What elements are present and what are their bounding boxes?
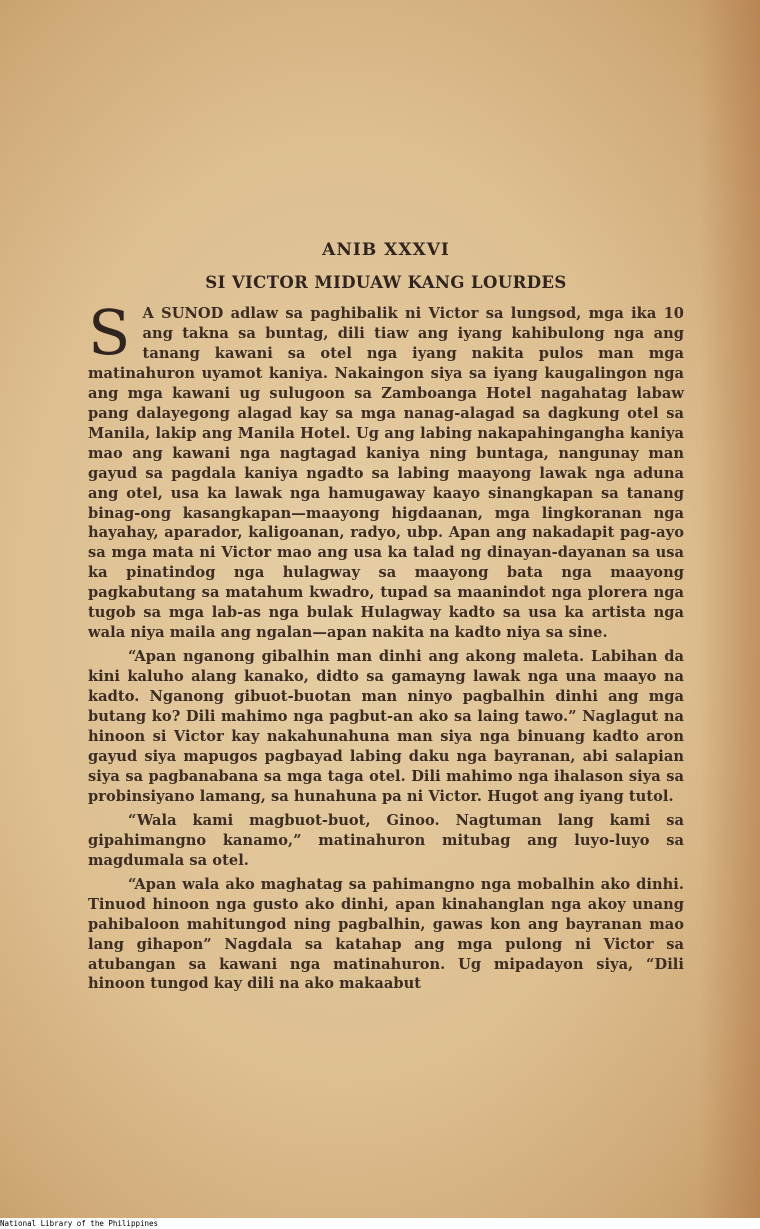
library-credit: National Library of the Philippines bbox=[0, 1219, 159, 1228]
page-text bbox=[88, 236, 684, 994]
paragraph-2: “Apan nganong gibalhin man dinhi ang akong maleta. Labihan da kini kaluho alang kanako, didto sa gamayng lawak nga una maayo na kadto. Nganong gibuot-buotan man ninyo pagbalhin dinhi ang mga butang ko? Dili mahimo nga pagbut-an ako sa laing tawo.” Naglagut na hinoon si Victor kay nakahunahuna man siya nga binuang kadto aron gayud siya mapugos pagbayad labing daku nga bayranan, abi salapian siya sa pagbanabana sa mga taga otel. Dili mahimo nga ihalason siya sa probinsiyano lamang, sa hunahuna pa ni Victor. Hugot ang iyang tutol. bbox=[88, 648, 684, 805]
paragraph-1 bbox=[88, 296, 684, 643]
drop-cap: S bbox=[88, 296, 131, 369]
paragraph-4: “Apan wala ako maghatag sa pahimangno nga mobalhin ako dinhi. Tinuod hinoon nga gusto ako dinhi, apan kinahanglan nga akoy unang pahibaloon mahitungod ning pagbalhin, gawas kon ang bayranan mao lang gihapon” Nagdala sa katahap ang mga pulong ni Victor sa atubangan sa kawani nga matinahuron. Ug mipadayon siya, “Dili hinoon tungod kay dili na ako makaabut bbox=[88, 875, 684, 993]
chapter-number: ANIB XXXVI bbox=[322, 240, 450, 260]
paragraph-3: “Wala kami magbuot-buot, Ginoo. Nagtuman lang kami sa gipahimangno kanamo,” matinahuron mitubag ang luyo-luyo sa magdumala sa otel. bbox=[88, 811, 684, 869]
paragraph-1-text: A SUNOD adlaw sa paghibalik ni Victor sa lungsod, mga ika 10 ang takna sa buntag, dili tiaw ang iyang kahibulong nga ang tanang kawani sa otel nga iyang nakita pulos man mga matinahuron uyamot kaniya. Nakaingon siya sa iyang kaugalingon nga ang mga kawani ug sulugoon sa Zamboanga Hotel nagahatag labaw pang dalayegong alagad kay sa mga nanag-alagad sa dagkung otel sa Manila, lakip ang Manila Hotel. Ug ang labing nakapahingangha kaniya mao ang kawani nga nagtagad kaniya ning buntaga, nangunay man gayud sa pagdala kaniya ngadto sa labing maayong lawak nga aduna ang otel, usa ka lawak nga hamugaway kaayo sinangkapan sa tanang binag-ong kasangkapan—maayong higdaanan, mga lingkoranan nga hayahay, aparador, kaligoanan, radyo, ubp. Apan ang nakadapit pag-ayo sa mga mata ni Victor mao ang usa ka talad ng dinayan-dayanan sa usa ka pinatindog nga hulagway sa maayong bata nga maayong pagkabutang sa matahum kwadro, tupad sa maanindot nga plorera nga tugob sa mga lab-as nga bulak Hulagway kadto sa usa ka artista nga wala niya maila ang ngalan—apan nakita na kadto niya sa sine. bbox=[88, 305, 684, 642]
chapter-title: SI VICTOR MIDUAW KANG LOURDES bbox=[205, 273, 567, 292]
